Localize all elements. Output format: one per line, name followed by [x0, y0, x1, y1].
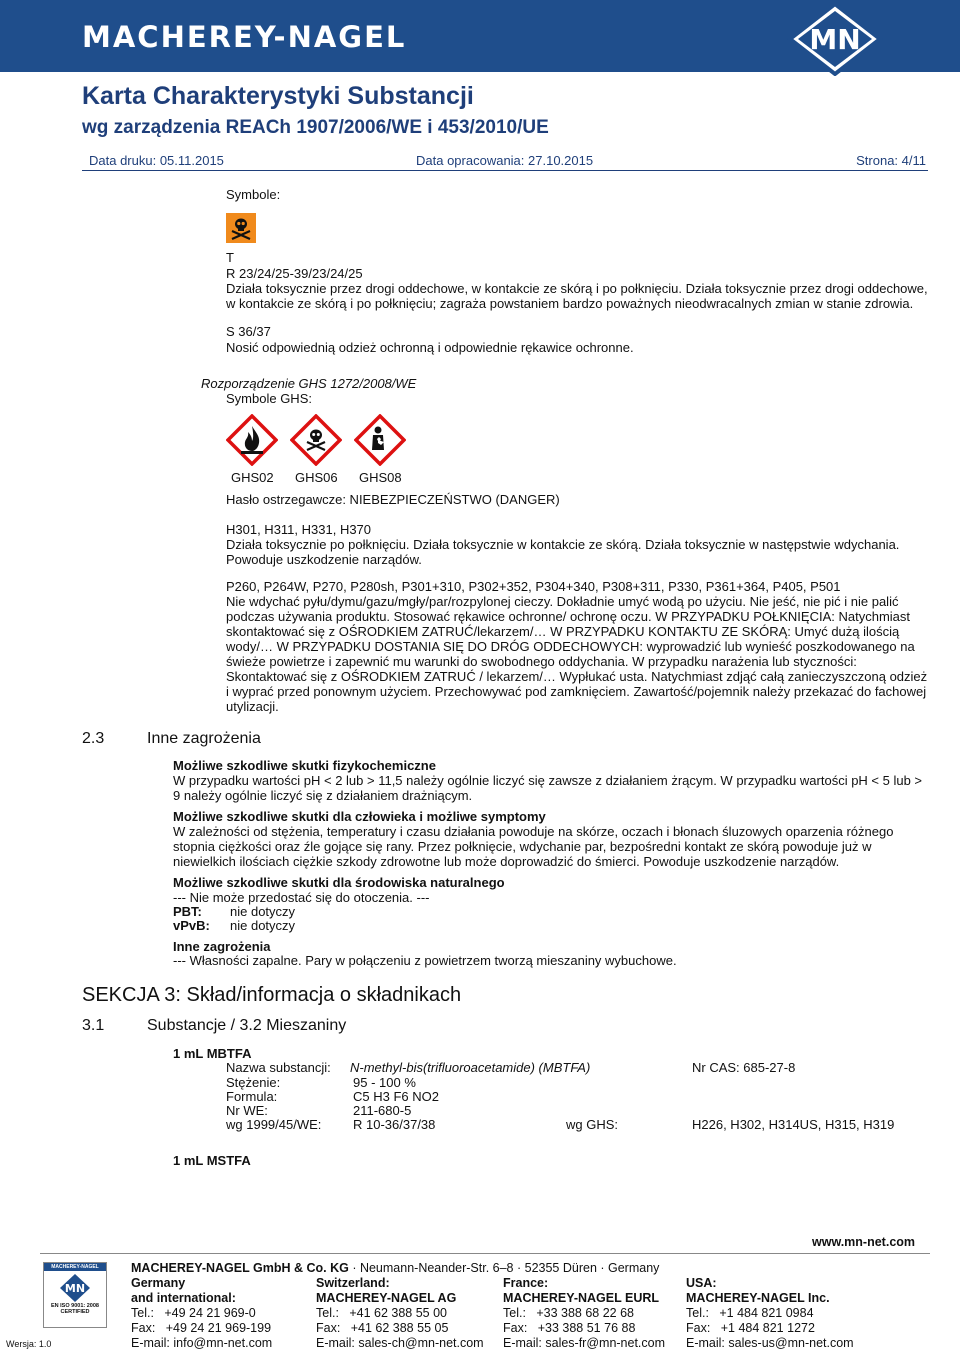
human-text-2: stopnia ciężkości oraz źle gojące się rany. Przez połknięcie, wdychanie par, bezpośredni kontakt ze skórą powoduje już w: [173, 839, 872, 854]
footer-rule: [40, 1253, 930, 1254]
ghs-code-2: GHS06: [295, 470, 338, 485]
subsection-number: 3.1: [82, 1017, 105, 1034]
we-number-value: 211-680-5: [353, 1103, 412, 1118]
section-number: 2.3: [82, 730, 105, 747]
formula-value: C5 H3 F6 NO2: [353, 1089, 439, 1104]
ghs-class-label: wg GHS:: [566, 1117, 619, 1132]
substance-name-value: N-methyl-bis(trifluoroacetamide) (MBTFA): [350, 1060, 591, 1075]
logo-text: MN: [809, 23, 861, 56]
symbol-code: T: [226, 250, 234, 265]
vpvb-value: nie dotyczy: [230, 918, 296, 933]
r-text-2: w kontakcie ze skórą i po połknięciu; zagraża powstaniem bardzo poważnych nieodwracalnych zmian w stanie zdrowia.: [226, 296, 914, 311]
p-text-4: wody/… W PRZYPADKU DOSTANIA SIĘ DO DRÓG ODDECHOWYCH: wyprowadzić lub wynieść poszkodowanego na: [226, 639, 915, 654]
r-phrases: R 23/24/25-39/23/24/25: [226, 266, 363, 281]
ghs-symbols-label: Symbole GHS:: [226, 391, 312, 406]
r-text-1: Działa toksycznie przez drogi oddechowe, w kontakcie ze skórą i po połknięciu. Działa toksycznie przez drogi oddechowe,: [226, 281, 928, 296]
ghs-code-3: GHS08: [359, 470, 402, 485]
mn-logo-icon: [780, 2, 890, 76]
footer-col-france: France: MACHEREY-NAGEL EURL Tel.: +33 388 68 22 68 Fax: +33 388 51 76 88 E-mail: sales-fr@mn-net.com: [503, 1276, 666, 1350]
section-title: Inne zagrożenia: [147, 730, 261, 747]
footer-col-switzerland: Switzerland: MACHEREY-NAGEL AG Tel.: +41 62 388 55 00 Fax: +41 62 388 55 05 E-mail: sales-ch@mn-net.com: [316, 1276, 484, 1350]
skull-crossbones-icon: [290, 414, 342, 466]
physchem-heading: Możliwe szkodliwe skutki fizykochemiczne: [173, 758, 436, 773]
footer-col-usa: USA: MACHEREY-NAGEL Inc. Tel.: +1 484 821 0984 Fax: +1 484 821 1272 E-mail: sales-us@mn-net.com: [686, 1276, 854, 1350]
document-title: Karta Charakterystyki Substancji: [82, 82, 474, 110]
flame-icon: [226, 414, 278, 466]
ghs-regulation: Rozporządzenie GHS 1272/2008/WE: [201, 376, 417, 391]
footer-company-line: [131, 1261, 659, 1276]
vpvb-label: vPvB:: [173, 918, 210, 933]
skull-crossbones-icon: [226, 213, 256, 243]
env-text: --- Nie może przedostać się do otoczenia. ---: [173, 890, 430, 905]
p-text-1: Nie wdychać pyłu/dymu/gazu/mgły/par/rozpylonej cieczy. Dokładnie umyć wodą po użyciu. Nie jeść, nie pić i nie palić: [226, 594, 899, 609]
directive-label: wg 1999/45/WE:: [226, 1117, 322, 1132]
ghs-code-1: GHS02: [231, 470, 274, 485]
health-hazard-icon: [354, 414, 406, 466]
pbt-label: PBT:: [173, 904, 202, 919]
revision-date: Data opracowania: 27.10.2015: [416, 153, 594, 168]
human-text-3: niewielkich ilościach ciężkie szkody zdrowotne lub może doprowadzić do śmierci. Powoduje uszkodzenie narządów.: [173, 854, 840, 869]
h-codes: H301, H311, H331, H370: [226, 522, 372, 537]
footer-col-germany: Germany and international: Tel.: +49 24 21 969-0 Fax: +49 24 21 969-199 E-mail: info@mn-net.com: [131, 1276, 273, 1350]
footer-company: MACHEREY-NAGEL GmbH & Co. KG: [131, 1261, 349, 1275]
p-text-5: świeże powietrze i zapewnić mu warunki do swobodnego oddychania. W przypadku narażenia lub styczności:: [226, 654, 857, 669]
symbols-label: Symbole:: [226, 187, 281, 202]
item-2-title: 1 mL MSTFA: [173, 1153, 251, 1168]
h-text-2: Powoduje uszkodzenie narządów.: [226, 552, 422, 567]
signal-word: Hasło ostrzegawcze: NIEBEZPIECZEŃSTWO (DANGER): [226, 492, 560, 507]
section-3-heading: SEKCJA 3: Skład/informacja o składnikach: [82, 984, 462, 1006]
env-heading: Możliwe szkodliwe skutki dla środowiska naturalnego: [173, 875, 505, 890]
p-text-2: podczas używania produktu. Stosować rękawice ochronne/ ochronę oczu. W PRZYPADKU POŁKNIĘCIA: Natychmiast: [226, 609, 910, 624]
we-number-label: Nr WE:: [226, 1103, 268, 1118]
p-text-7: i wyprać przed ponownym użyciem. Przechowywać pod zamknięciem. Zawartość/pojemnik należy przekazać do fachowej: [226, 684, 927, 699]
meta-bar: [82, 152, 928, 171]
print-date: Data druku: 05.11.2015: [89, 153, 224, 168]
ghs-class-value: H226, H302, H314US, H315, H319: [692, 1117, 895, 1132]
badge-iso: EN ISO 9001: 2008: [50, 1303, 99, 1309]
mn-badge-icon: [59, 1273, 91, 1303]
page-number: Strona: 4/11: [856, 153, 926, 168]
iso-badge: [43, 1262, 107, 1328]
pbt-value: nie dotyczy: [230, 904, 296, 919]
s-text: Nosić odpowiednią odzież ochronną i odpowiednie rękawice ochronne.: [226, 340, 634, 355]
brand-name: MACHEREY-NAGEL: [82, 20, 407, 54]
s-phrases: S 36/37: [226, 324, 271, 339]
item-1-title: 1 mL MBTFA: [173, 1046, 252, 1061]
directive-value: R 10-36/37/38: [353, 1117, 436, 1132]
p-text-8: utylizacji.: [226, 699, 279, 714]
physchem-text-1: W przypadku wartości pH < 2 lub > 11,5 należy ogólnie liczyć się zawsze z działaniem żrącym. W przypadku wartości pH < 5 lub >: [173, 773, 923, 788]
badge-brand: MACHEREY-NAGEL: [44, 1263, 106, 1271]
p-codes: P260, P264W, P270, P280sh, P301+310, P302+352, P304+340, P308+311, P330, P361+364, P405, P501: [226, 579, 841, 594]
svg-text:MN: MN: [64, 1282, 86, 1295]
human-heading: Możliwe szkodliwe skutki dla człowieka i możliwe symptomy: [173, 809, 546, 824]
cas-number: Nr CAS: 685-27-8: [692, 1060, 796, 1075]
badge-cert: CERTIFIED: [60, 1309, 90, 1315]
ghs-pictograms: [226, 414, 406, 466]
human-text-1: W zależności od stężenia, temperatury i czasu działania powoduje na skórze, oczach i błonach śluzowych oparzenia różnego: [173, 824, 894, 839]
h-text-1: Działa toksycznie po połknięciu. Działa toksycznie w kontakcie ze skórą. Działa toksycznie w następstwie wdychania.: [226, 537, 900, 552]
p-text-6: Skontaktować się z OŚRODKIEM ZATRUĆ / lekarzem/… Wypłukać usta. Natychmiast zdjąć całą zanieczyszczoną odzież: [226, 669, 928, 684]
other-text: --- Własności zapalne. Pary w połączeniu z powietrzem tworzą mieszaniny wybuchowe.: [173, 953, 677, 968]
footer-address: · Neumann-Neander-Str. 6–8 · 52355 Düren · Germany: [348, 1261, 660, 1275]
physchem-text-2: 9 należy ogólnie liczyć się z działaniem drażniącym.: [173, 788, 473, 803]
concentration-value: 95 - 100 %: [353, 1075, 416, 1090]
document-subtitle: wg zarządzenia REACh 1907/2006/WE i 453/2010/UE: [82, 117, 549, 138]
concentration-label: Stężenie:: [226, 1075, 281, 1090]
subsection-title: Substancje / 3.2 Mieszaniny: [147, 1017, 347, 1034]
p-text-3: skontaktować się z OŚRODKIEM ZATRUĆ/lekarzem/… W PRZYPADKU KONTAKTU ZE SKÓRĄ: Umyć dużą ilością: [226, 624, 900, 639]
substance-name-label: Nazwa substancji:: [226, 1060, 331, 1075]
footer-website[interactable]: www.mn-net.com: [812, 1235, 916, 1249]
version-label: Wersja: 1.0: [6, 1339, 52, 1349]
formula-label: Formula:: [226, 1089, 278, 1104]
other-heading: Inne zagrożenia: [173, 939, 271, 954]
